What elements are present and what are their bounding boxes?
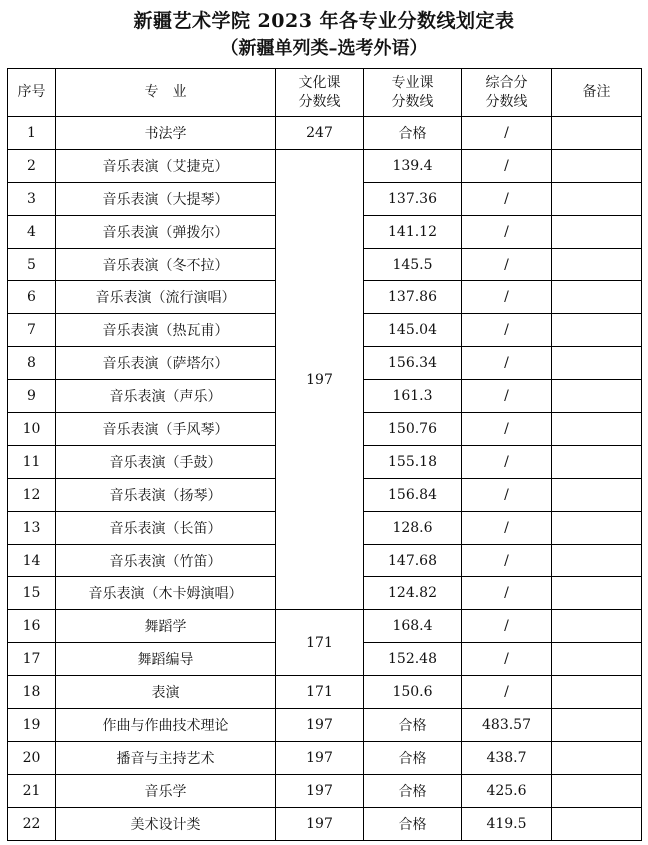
cell-no: 11 [8, 445, 56, 478]
cell-no: 7 [8, 314, 56, 347]
cell-professional: 145.5 [364, 248, 462, 281]
cell-no: 4 [8, 215, 56, 248]
cell-note [552, 709, 642, 742]
cell-major: 音乐表演（冬不拉） [56, 248, 276, 281]
cell-note [552, 676, 642, 709]
cell-major: 音乐表演（流行演唱） [56, 281, 276, 314]
cell-composite: / [462, 347, 552, 380]
cell-no: 6 [8, 281, 56, 314]
cell-note [552, 347, 642, 380]
cell-composite: / [462, 149, 552, 182]
cell-no: 14 [8, 544, 56, 577]
cell-no: 1 [8, 117, 56, 150]
header-culture-line1: 文化课 [298, 74, 341, 91]
cell-major: 音乐表演（扬琴） [56, 478, 276, 511]
cell-professional: 合格 [364, 709, 462, 742]
cell-professional: 合格 [364, 807, 462, 840]
cell-no: 13 [8, 511, 56, 544]
cell-no: 5 [8, 248, 56, 281]
cell-composite: / [462, 610, 552, 643]
cell-composite: / [462, 215, 552, 248]
cell-composite: / [462, 511, 552, 544]
cell-professional: 147.68 [364, 544, 462, 577]
cell-composite: / [462, 380, 552, 413]
cell-professional: 156.84 [364, 478, 462, 511]
cell-note [552, 511, 642, 544]
cell-note [552, 314, 642, 347]
cell-no: 12 [8, 478, 56, 511]
cell-note [552, 577, 642, 610]
table-header-row [8, 69, 642, 117]
cell-professional: 141.12 [364, 215, 462, 248]
cell-composite: / [462, 281, 552, 314]
cell-composite: / [462, 577, 552, 610]
cell-note [552, 380, 642, 413]
cell-major: 音乐表演（声乐） [56, 380, 276, 413]
cell-culture: 197 [276, 807, 364, 840]
cell-composite: / [462, 478, 552, 511]
cell-composite: / [462, 544, 552, 577]
cell-major: 作曲与作曲技术理论 [56, 709, 276, 742]
cell-no: 3 [8, 182, 56, 215]
cell-professional: 124.82 [364, 577, 462, 610]
header-composite [462, 69, 552, 117]
cell-culture: 197 [276, 774, 364, 807]
cell-major: 音乐表演（热瓦甫） [56, 314, 276, 347]
header-professional-line2: 分数线 [391, 93, 434, 110]
cell-culture: 247 [276, 117, 364, 150]
cell-major: 播音与主持艺术 [56, 741, 276, 774]
cell-composite: / [462, 248, 552, 281]
cell-note [552, 643, 642, 676]
cell-culture-merged: 171 [276, 610, 364, 676]
cell-note [552, 248, 642, 281]
cell-no: 10 [8, 413, 56, 446]
cell-composite: / [462, 445, 552, 478]
cell-no: 20 [8, 741, 56, 774]
cell-composite: 425.6 [462, 774, 552, 807]
table-row [8, 709, 642, 742]
cell-no: 15 [8, 577, 56, 610]
cell-major: 音乐学 [56, 774, 276, 807]
header-professional-line1: 专业课 [391, 74, 434, 91]
table-row [8, 610, 642, 643]
cell-major: 舞蹈学 [56, 610, 276, 643]
cell-professional: 139.4 [364, 149, 462, 182]
cell-note [552, 478, 642, 511]
cell-culture: 197 [276, 741, 364, 774]
cell-professional: 155.18 [364, 445, 462, 478]
table-row [8, 149, 642, 182]
cell-major: 音乐表演（手风琴） [56, 413, 276, 446]
cell-note [552, 807, 642, 840]
cell-professional: 合格 [364, 741, 462, 774]
header-major: 专 业 [56, 69, 276, 117]
header-culture-line2: 分数线 [298, 93, 341, 110]
cell-no: 16 [8, 610, 56, 643]
header-professional [364, 69, 462, 117]
cell-professional: 150.76 [364, 413, 462, 446]
cell-professional: 168.4 [364, 610, 462, 643]
cell-note [552, 182, 642, 215]
cell-major: 音乐表演（竹笛） [56, 544, 276, 577]
cell-no: 22 [8, 807, 56, 840]
cell-major: 音乐表演（手鼓） [56, 445, 276, 478]
cell-composite: / [462, 314, 552, 347]
cell-professional: 137.36 [364, 182, 462, 215]
cell-professional: 合格 [364, 117, 462, 150]
cell-culture: 197 [276, 709, 364, 742]
cell-note [552, 445, 642, 478]
cell-composite: / [462, 413, 552, 446]
cell-professional: 152.48 [364, 643, 462, 676]
cell-major: 音乐表演（大提琴） [56, 182, 276, 215]
header-composite-line2: 分数线 [485, 93, 528, 110]
cell-composite: 438.7 [462, 741, 552, 774]
cell-major: 舞蹈编导 [56, 643, 276, 676]
cell-culture-merged: 197 [276, 149, 364, 609]
header-composite-line1: 综合分 [485, 74, 528, 91]
cell-composite: 483.57 [462, 709, 552, 742]
cell-professional: 161.3 [364, 380, 462, 413]
cell-professional: 156.34 [364, 347, 462, 380]
cell-professional: 137.86 [364, 281, 462, 314]
cell-no: 9 [8, 380, 56, 413]
cell-note [552, 117, 642, 150]
cell-major: 表演 [56, 676, 276, 709]
table-row [8, 676, 642, 709]
cell-professional: 145.04 [364, 314, 462, 347]
cell-note [552, 149, 642, 182]
cell-no: 21 [8, 774, 56, 807]
cell-major: 音乐表演（弹拨尔） [56, 215, 276, 248]
cell-major: 音乐表演（艾捷克） [56, 149, 276, 182]
cell-composite: / [462, 182, 552, 215]
table-row [8, 807, 642, 840]
cell-composite: / [462, 117, 552, 150]
cell-major: 书法学 [56, 117, 276, 150]
cell-no: 18 [8, 676, 56, 709]
cell-major: 音乐表演（木卡姆演唱） [56, 577, 276, 610]
cell-professional: 128.6 [364, 511, 462, 544]
cell-major: 美术设计类 [56, 807, 276, 840]
cell-major: 音乐表演（萨塔尔） [56, 347, 276, 380]
cell-culture: 171 [276, 676, 364, 709]
header-no: 序号 [8, 69, 56, 117]
document-title: 新疆艺术学院 2023 年各专业分数线划定表 [133, 10, 515, 32]
table-row [8, 117, 642, 150]
header-note: 备注 [552, 69, 642, 117]
cell-no: 8 [8, 347, 56, 380]
cell-note [552, 544, 642, 577]
table-row [8, 741, 642, 774]
document-subtitle: （新疆单列类–选考外语） [220, 38, 428, 59]
cell-composite: / [462, 643, 552, 676]
cell-composite: / [462, 676, 552, 709]
cell-note [552, 774, 642, 807]
cell-note [552, 215, 642, 248]
score-table [7, 68, 642, 841]
cell-note [552, 610, 642, 643]
cell-professional: 150.6 [364, 676, 462, 709]
cell-note [552, 281, 642, 314]
cell-composite: 419.5 [462, 807, 552, 840]
cell-major: 音乐表演（长笛） [56, 511, 276, 544]
cell-no: 17 [8, 643, 56, 676]
cell-note [552, 741, 642, 774]
table-row [8, 774, 642, 807]
cell-note [552, 413, 642, 446]
cell-professional: 合格 [364, 774, 462, 807]
cell-no: 19 [8, 709, 56, 742]
cell-no: 2 [8, 149, 56, 182]
header-culture [276, 69, 364, 117]
